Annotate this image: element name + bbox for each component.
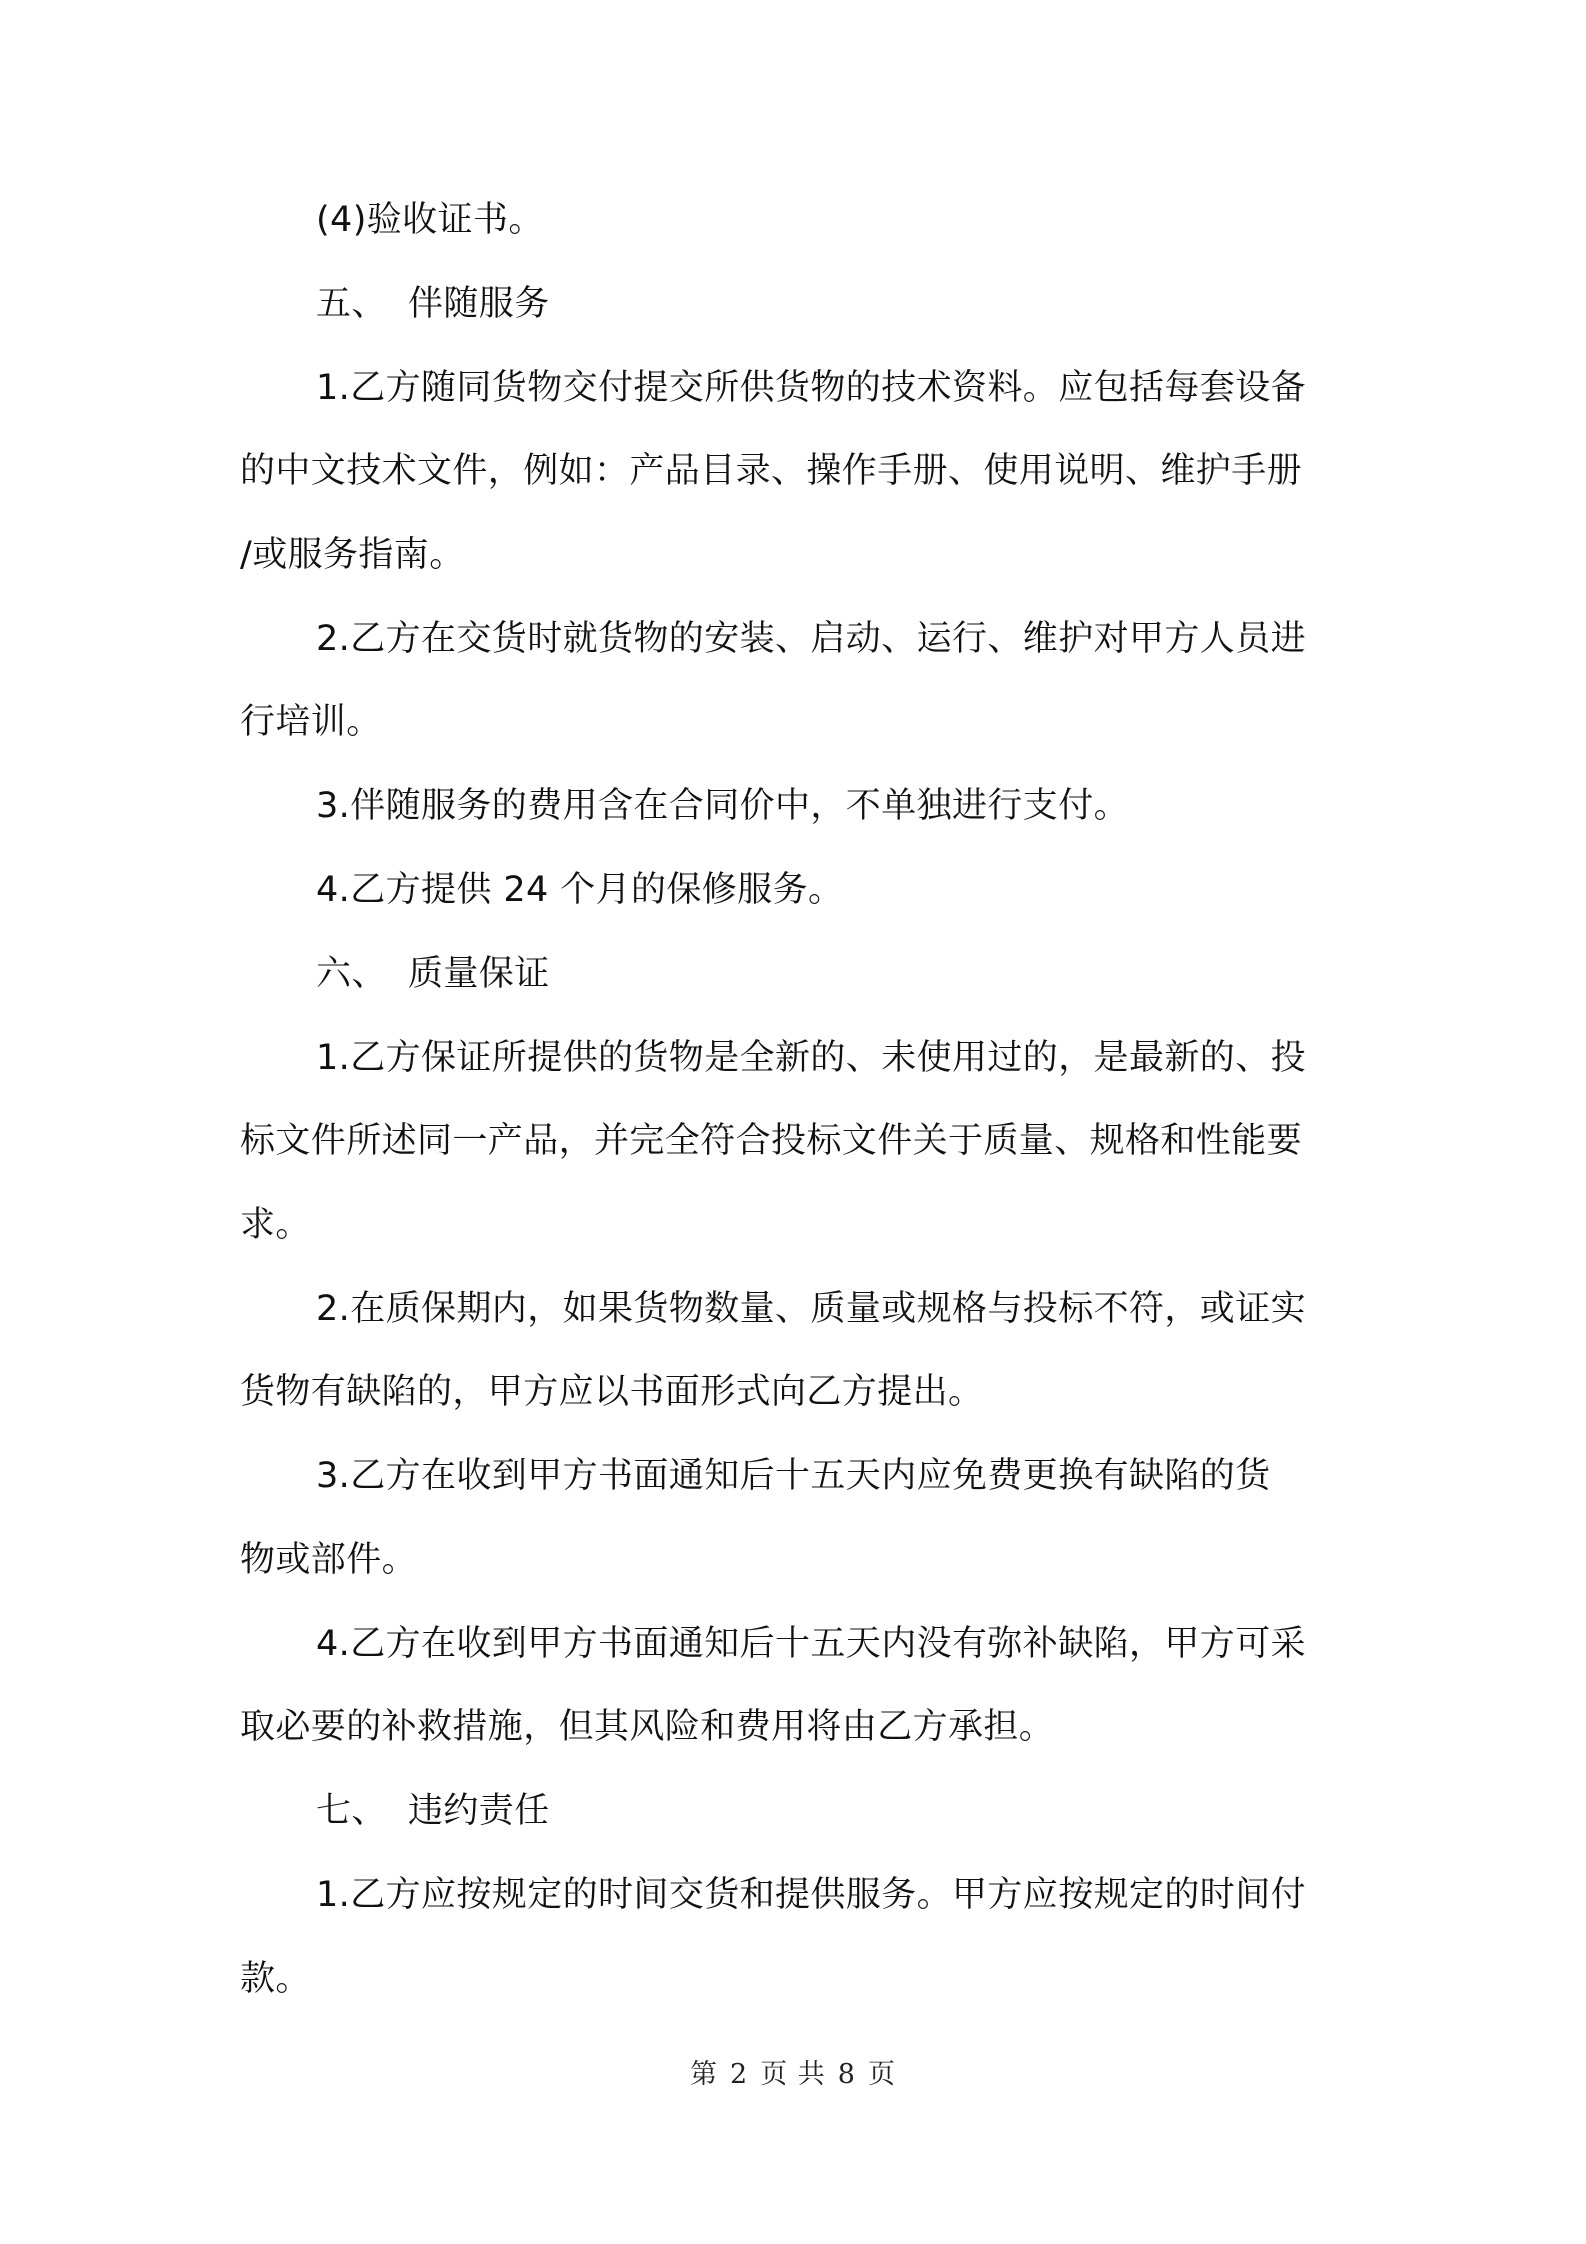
text-line: /或服务指南。 <box>240 535 465 575</box>
text-line: 3.乙方在收到甲方书面通知后十五天内应免费更换有缺陷的货 <box>316 1456 1271 1496</box>
text-line: 求。 <box>240 1205 311 1245</box>
text-line: 2.在质保期内，如果货物数量、质量或规格与投标不符，或证实 <box>316 1289 1306 1329</box>
section-number: 五、 <box>316 284 387 324</box>
page-footer <box>0 2052 1586 2091</box>
section-number: 七、 <box>316 1791 387 1831</box>
text-line: 的中文技术文件，例如：产品目录、操作手册、使用说明、维护手册 <box>240 451 1303 491</box>
text-line: 物或部件。 <box>240 1540 418 1580</box>
text-line: (4)验收证书。 <box>316 200 544 240</box>
section-heading <box>316 1787 1358 1835</box>
footer-suffix: 页 <box>867 2059 896 2090</box>
text-line: 4.乙方提供 24 个月的保修服务。 <box>316 870 844 910</box>
text-line: 1.乙方保证所提供的货物是全新的、未使用过的，是最新的、投 <box>316 1038 1306 1078</box>
section-title: 伴随服务 <box>408 284 550 324</box>
text-line: 1.乙方应按规定的时间交货和提供服务。甲方应按规定的时间付 <box>316 1875 1306 1915</box>
text-line: 3.伴随服务的费用含在合同价中，不单独进行支付。 <box>316 786 1129 826</box>
text-line: 1.乙方随同货物交付提交所供货物的技术资料。应包括每套设备 <box>316 368 1306 408</box>
text-line: 行培训。 <box>240 702 382 742</box>
footer-page-number: 2 <box>730 2059 749 2090</box>
text-line: 货物有缺陷的，甲方应以书面形式向乙方提出。 <box>240 1372 984 1412</box>
section-title: 质量保证 <box>408 954 550 994</box>
section-title: 违约责任 <box>408 1791 550 1831</box>
text-line: 标文件所述同一产品，并完全符合投标文件关于质量、规格和性能要 <box>240 1121 1303 1161</box>
footer-total-pages: 8 <box>837 2059 856 2090</box>
text-line: 款。 <box>240 1959 311 1999</box>
text-line: 2.乙方在交货时就货物的安装、启动、运行、维护对甲方人员进 <box>316 619 1306 659</box>
text-line: 4.乙方在收到甲方书面通知后十五天内没有弥补缺陷，甲方可采 <box>316 1624 1306 1664</box>
section-heading <box>316 950 1358 998</box>
section-number: 六、 <box>316 954 387 994</box>
text-line: 取必要的补救措施，但其风险和费用将由乙方承担。 <box>240 1707 1055 1747</box>
footer-prefix: 第 <box>690 2059 719 2090</box>
footer-middle: 页 共 <box>760 2059 826 2090</box>
section-heading <box>316 280 1358 328</box>
